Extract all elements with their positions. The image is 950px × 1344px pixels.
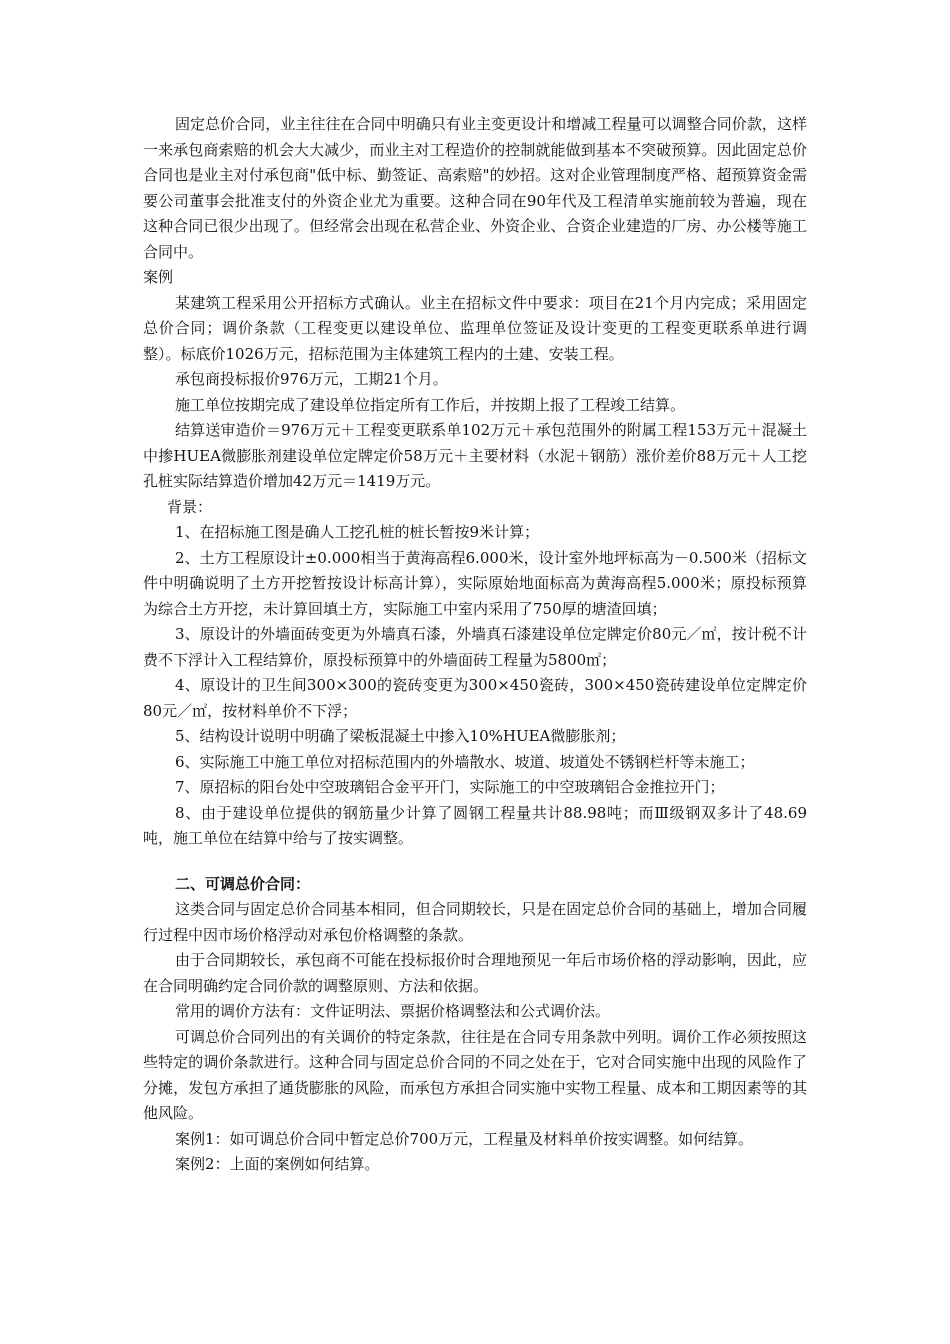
section-heading: 二、可调总价合同： [175, 874, 311, 893]
background-item: 8、由于建设单位提供的钢筋量少计算了圆钢工程量共计88.98吨；而Ⅲ级钢双多计了48.69吨，施工单位在结算中给与了按实调整。 [143, 803, 807, 847]
background-item: 2、土方工程原设计±0.000相当于黄海高程6.000米，设计室外地坪标高为－0.500米（招标文件中明确说明了土方开挖暂按设计标高计算），实际原始地面标高为黄海高程5.000米；原投标预算为综合土方开挖，未计算回填土方，实际施工中室内采用了750厚的塘渣回填； [143, 548, 807, 618]
background-item: 7、原招标的阳台处中空玻璃铝合金平开门，实际施工的中空玻璃铝合金推拉开门； [175, 778, 725, 796]
background-label: 背景： [167, 497, 213, 516]
background-item: 1、在招标施工图是确人工挖孔桩的桩长暂按9米计算； [175, 523, 540, 541]
case-paragraph: 某建筑工程采用公开招标方式确认。业主在招标文件中要求：项目在21个月内完成；采用固定总价合同；调价条款（工程变更以建设单位、监理单位签证及设计变更的工程变更联系单进行调整）。标底价1026万元，招标范围为主体建筑工程内的土建、安装工程。 [143, 293, 807, 363]
background-item: 6、实际施工中施工单位对招标范围内的外墙散水、坡道、坡道处不锈钢栏杆等未施工； [175, 752, 755, 771]
section-paragraph: 案例1：如可调总价合同中暂定总价700万元，工程量及材料单价按实调整。如何结算。 [175, 1129, 754, 1148]
section-paragraph: 由于合同期较长，承包商不可能在投标报价时合理地预见一年后市场价格的浮动影响，因此，应在合同明确约定合同价款的调整原则、方法和依据。 [143, 951, 807, 995]
case-paragraph: 结算送审造价＝976万元＋工程变更联系单102万元＋承包范围外的附属工程153万元＋混凝土中掺HUEA微膨胀剂建设单位定牌定价58万元＋主要材料（水泥＋钢筋）涨价差价88万元＋人工挖孔桩实际结算造价增加42万元＝1419万元。 [143, 421, 807, 490]
section-paragraph: 案例2：上面的案例如何结算。 [175, 1155, 380, 1173]
intro-paragraph: 固定总价合同，业主往往在合同中明确只有业主变更设计和增减工程量可以调整合同价款，这样一来承包商索赔的机会大大减少，而业主对工程造价的控制就能做到基本不突破预算。因此固定总价合同也是业主对付承包商"低中标、勤签证、高索赔"的妙招。这对企业管理制度严格、超预算资金需要公司董事会批准支付的外资企业尤为重要。这种合同在90年代及工程清单实施前较为普遍，现在这种合同已很少出现了。但经常会出现在私营企业、外资企业、合资企业建造的厂房、办公楼等施工合同中。 [143, 115, 807, 261]
case-label: 案例 [143, 268, 174, 286]
document-body [143, 112, 807, 1178]
case-paragraph: 施工单位按期完成了建设单位指定所有工作后，并按期上报了工程竣工结算。 [175, 395, 686, 414]
case-paragraph: 承包商投标报价976万元，工期21个月。 [175, 370, 448, 388]
section-paragraph: 可调总价合同列出的有关调价的特定条款，往往是在合同专用条款中列明。调价工作必须按照这些特定的调价条款进行。这种合同与固定总价合同的不同之处在于，它对合同实施中出现的风险作了分摊，发包方承担了通货膨胀的风险，而承包方承担合同实施中实物工程量、成本和工期因素等的其他风险。 [143, 1027, 807, 1122]
section-paragraph: 常用的调价方法有：文件证明法、票据价格调整法和公式调价法。 [175, 1002, 611, 1020]
background-item: 3、原设计的外墙面砖变更为外墙真石漆，外墙真石漆建设单位定牌定价80元／㎡，按计税不计费不下浮计入工程结算价，原投标预算中的外墙面砖工程量为5800㎡； [143, 625, 807, 669]
background-item: 5、结构设计说明中明确了梁板混凝土中掺入10%HUEA微膨胀剂； [175, 727, 626, 745]
background-item: 4、原设计的卫生间300×300的瓷砖变更为300×450瓷砖，300×450瓷砖建设单位定牌定价80元／㎡，按材料单价不下浮； [143, 676, 807, 720]
section-paragraph: 这类合同与固定总价合同基本相同，但合同期较长，只是在固定总价合同的基础上，增加合同履行过程中因市场价格浮动对承包价格调整的条款。 [143, 900, 807, 944]
